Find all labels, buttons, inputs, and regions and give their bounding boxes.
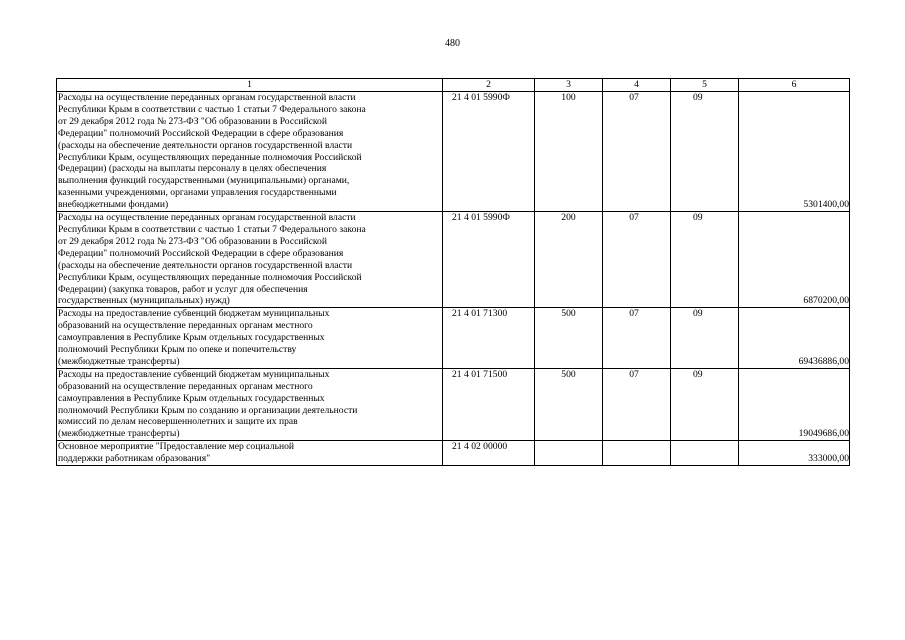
row-target-code: 21 4 01 5990Ф [443,212,535,308]
row-expense-type [535,441,603,466]
row-subsection: 09 [671,368,739,440]
column-header-6: 6 [739,79,850,92]
row-subsection: 09 [671,212,739,308]
table-row [57,92,850,212]
row-expense-type: 200 [535,212,603,308]
page-number: 480 [445,38,460,49]
table-header-row [57,79,850,92]
row-amount: 5301400,00 [739,92,850,212]
row-target-code: 21 4 01 5990Ф [443,92,535,212]
budget-table [56,78,850,466]
table-row [57,368,850,440]
column-header-3: 3 [535,79,603,92]
row-description: Расходы на предоставление субвенций бюджетам муниципальных образований на осуществление переданных органам местного самоуправления в Республике Крым отдельных государственных полномочий Республики Крым по опеке и попечительству (межбюджетные трансферты) [57,308,443,369]
row-section: 07 [603,368,671,440]
row-section: 07 [603,308,671,369]
row-subsection: 09 [671,308,739,369]
table-row [57,441,850,466]
row-description: Основное мероприятие "Предоставление мер социальной поддержки работникам образования" [57,441,443,466]
row-target-code: 21 4 02 00000 [443,441,535,466]
row-description: Расходы на осуществление переданных органам государственной власти Республики Крым в соответствии с частью 1 статьи 7 Федерального закона от 29 декабря 2012 года № 273-ФЗ "Об образовании в Российской Федерации" полномочий Российской Федерации в сфере образования (расходы на обеспечение деятельности органов государственной власти Республики Крым, осуществляющих переданные полномочия Российской Федерации) (закупка товаров, работ и услуг для обеспечения государственных (муниципальных) нужд) [57,212,443,308]
column-header-5: 5 [671,79,739,92]
row-expense-type: 100 [535,92,603,212]
column-header-2: 2 [443,79,535,92]
row-target-code: 21 4 01 71500 [443,368,535,440]
row-expense-type: 500 [535,308,603,369]
row-section [603,441,671,466]
table-row [57,212,850,308]
row-amount: 333000,00 [739,441,850,466]
column-header-1: 1 [57,79,443,92]
row-amount: 69436886,00 [739,308,850,369]
row-target-code: 21 4 01 71300 [443,308,535,369]
row-amount: 6870200,00 [739,212,850,308]
column-header-4: 4 [603,79,671,92]
row-expense-type: 500 [535,368,603,440]
row-description: Расходы на предоставление субвенций бюджетам муниципальных образований на осуществление переданных органам местного самоуправления в Республике Крым отдельных государственных полномочий Республики Крым по созданию и организации деятельности комиссий по делам несовершеннолетних и защите их прав (межбюджетные трансферты) [57,368,443,440]
row-section: 07 [603,212,671,308]
row-section: 07 [603,92,671,212]
row-amount: 19049686,00 [739,368,850,440]
row-subsection: 09 [671,92,739,212]
row-subsection [671,441,739,466]
table-row [57,308,850,369]
row-description: Расходы на осуществление переданных органам государственной власти Республики Крым в соответствии с частью 1 статьи 7 Федерального закона от 29 декабря 2012 года № 273-ФЗ "Об образовании в Российской Федерации" полномочий Российской Федерации в сфере образования (расходы на обеспечение деятельности органов государственной власти Республики Крым, осуществляющих переданные полномочия Российской Федерации) (расходы на выплаты персоналу в целях обеспечения выполнения функций государственными (муниципальными) органами, казенными учреждениями, органами управления государственными внебюджетными фондами) [57,92,443,212]
